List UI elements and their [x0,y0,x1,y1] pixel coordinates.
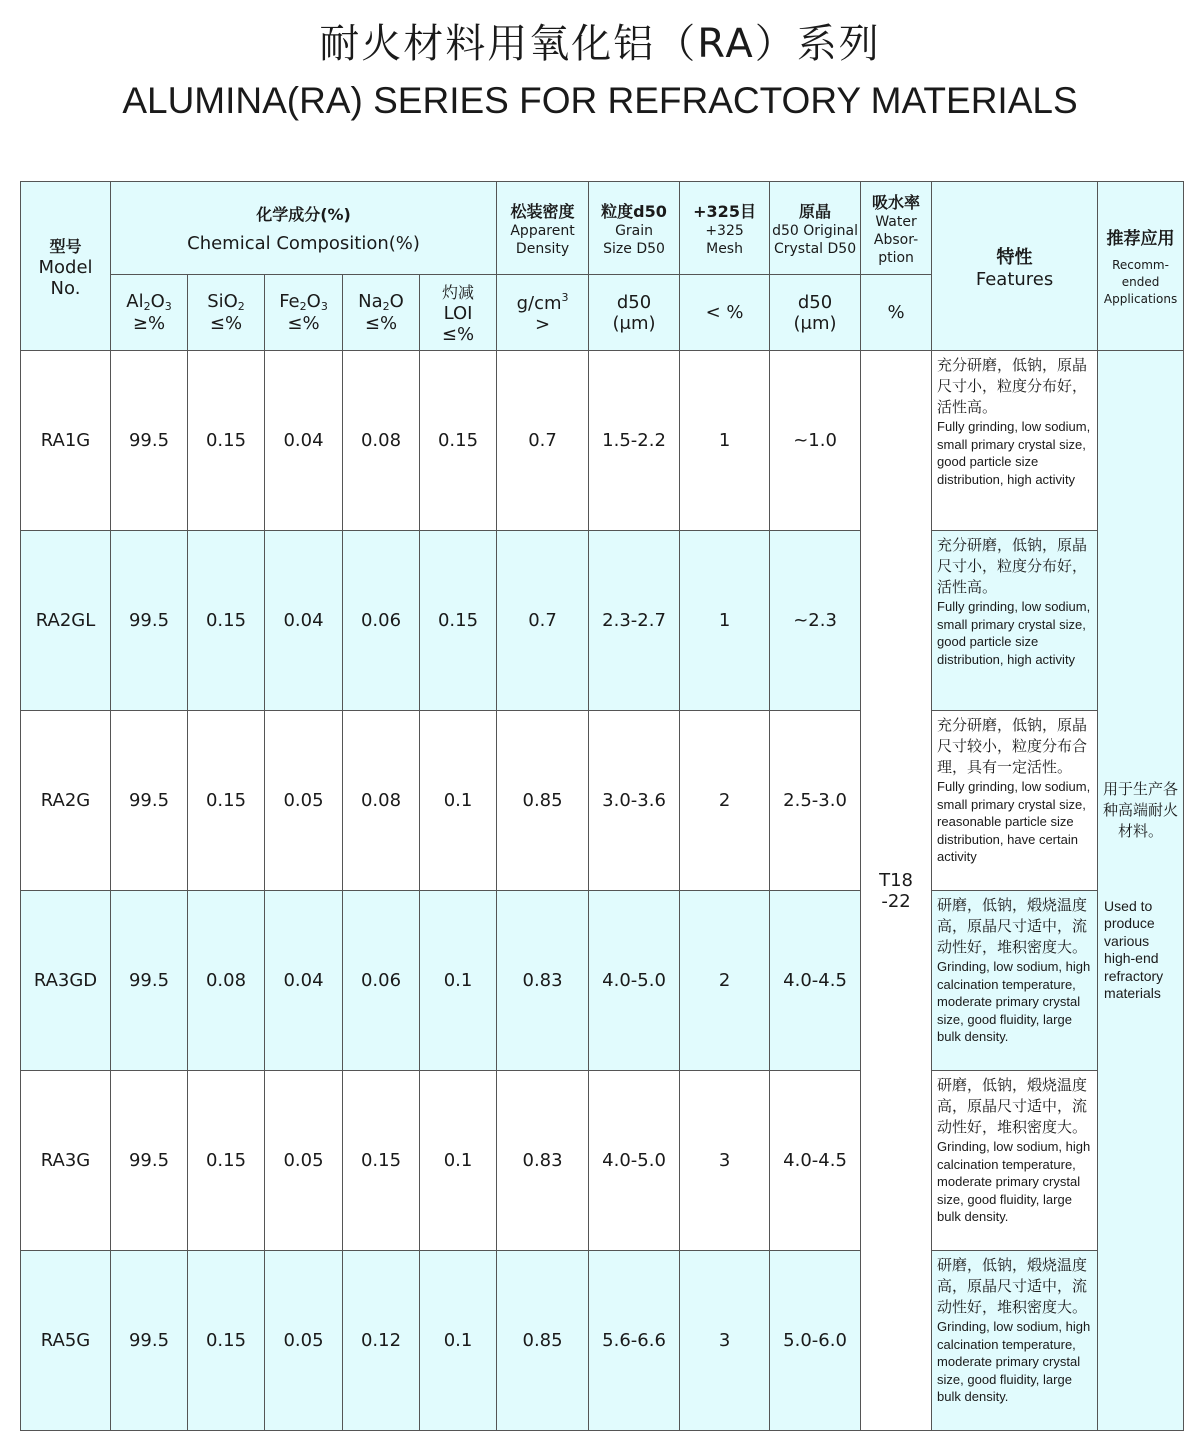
unit-sio2: SiO$_2$ ≤% [188,275,265,351]
header-model-cn: 型号 [49,236,82,256]
header-chemical-composition [111,182,497,275]
header-grain-en1: Grain [615,222,654,239]
cell-density: 0.85 [497,1251,589,1431]
cell-sio2: 0.15 [188,531,265,711]
unit-al2o3: $Al_2O_3$ ≥% [111,275,188,351]
cell-mesh: 1 [680,531,770,711]
unit-mesh: < % [680,275,770,351]
unit-fe2o3: $Fe_2O_3$ ≤% [265,275,343,351]
cell-grain: 3.0-3.6 [589,711,680,891]
header-mesh-cn: +325目 [693,201,756,221]
cell-sio2: 0.15 [188,351,265,531]
cell-grain: 4.0-5.0 [589,1071,680,1251]
cell-density: 0.85 [497,711,589,891]
header-applications [1098,182,1184,351]
cell-loi: 0.15 [420,351,497,531]
header-grain-size [589,182,680,275]
cell-model: RA1G [21,351,111,531]
header-water-en3: ption [878,249,914,266]
header-model [21,182,111,351]
cell-model: RA5G [21,1251,111,1431]
header-water-en2: Absor- [873,231,919,248]
header-crystal-en2: Crystal D50 [773,240,857,257]
table-row [21,531,1184,711]
cell-mesh: 3 [680,1071,770,1251]
cell-features: 研磨，低钠，煅烧温度高，原晶尺寸适中，流动性好，堆积密度大。 Grinding, low sodium, high calcination temperature, moderate primary crystal size, good fluidity, large bulk density. [932,1251,1098,1431]
cell-na2o: 0.06 [343,891,420,1071]
page-title-english: ALUMINA(RA) SERIES FOR REFRACTORY MATERIALS [122,80,1078,121]
header-mesh-en1: +325 [705,222,744,239]
header-mesh-en2: Mesh [706,240,743,257]
header-mesh [680,182,770,275]
cell-al2o3: 99.5 [111,1251,188,1431]
header-density [497,182,589,275]
cell-fe2o3: 0.04 [265,351,343,531]
header-apps-en1: Recomm- [1112,258,1169,272]
cell-fe2o3: 0.05 [265,711,343,891]
header-density-cn: 松装密度 [510,201,575,221]
cell-mesh: 2 [680,711,770,891]
cell-crystal: ~2.3 [770,531,861,711]
cell-density: 0.7 [497,531,589,711]
header-features-cn: 特性 [996,246,1033,268]
unit-grain: d50 (μm) [589,275,680,351]
cell-water-absorption [861,351,932,1431]
unit-water: % [861,275,932,351]
cell-loi: 0.1 [420,711,497,891]
cell-na2o: 0.06 [343,531,420,711]
cell-crystal: 5.0-6.0 [770,1251,861,1431]
cell-mesh: 3 [680,1251,770,1431]
cell-features: 充分研磨，低钠，原晶尺寸小，粒度分布好，活性高。 Fully grinding, low sodium, small primary crystal size, good particle size distribution, high activity [932,351,1098,531]
cell-fe2o3: 0.04 [265,891,343,1071]
cell-al2o3: 99.5 [111,1071,188,1251]
cell-crystal: ~1.0 [770,351,861,531]
cell-al2o3: 99.5 [111,351,188,531]
table-row [21,351,1184,531]
header-crystal-cn: 原晶 [799,201,832,221]
cell-model: RA2GL [21,531,111,711]
cell-fe2o3: 0.05 [265,1251,343,1431]
unit-density: $g/cm^3$ > [497,275,589,351]
cell-sio2: 0.15 [188,1071,265,1251]
header-grain-en2: Size D50 [603,240,665,257]
unit-na2o: $Na_2O$ ≤% [343,275,420,351]
cell-density: 0.83 [497,891,589,1071]
header-water-cn: 吸水率 [872,192,921,212]
cell-applications [1098,351,1184,1431]
cell-mesh: 2 [680,891,770,1071]
header-apps-cn: 推荐应用 [1106,229,1175,249]
cell-grain: 5.6-6.6 [589,1251,680,1431]
table-row [21,711,1184,891]
header-crystal [770,182,861,275]
cell-features: 充分研磨，低钠，原晶尺寸小，粒度分布好，活性高。 Fully grinding, low sodium, small primary crystal size, good particle size distribution, high activity [932,531,1098,711]
cell-na2o: 0.08 [343,351,420,531]
cell-features: 研磨，低钠，煅烧温度高，原晶尺寸适中，流动性好，堆积密度大。 Grinding, low sodium, high calcination temperature, moderate primary crystal size, good fluidity, large bulk density. [932,1071,1098,1251]
cell-grain: 2.3-2.7 [589,531,680,711]
cell-features: 研磨，低钠，煅烧温度高，原晶尺寸适中，流动性好，堆积密度大。 Grinding, low sodium, high calcination temperature, moderate primary crystal size, good fluidity, large bulk density. [932,891,1098,1071]
cell-crystal: 4.0-4.5 [770,1071,861,1251]
cell-sio2: 0.15 [188,1251,265,1431]
header-model-en1: Model [38,256,93,278]
header-grain-cn: 粒度d50 [601,201,667,221]
applications-en: Used to produce various high-end refractory materials [1104,897,1164,1001]
water-value-line2: -22 [881,890,911,912]
cell-density: 0.7 [497,351,589,531]
unit-loi: 灼减 LOI ≤% [420,275,497,351]
cell-grain: 4.0-5.0 [589,891,680,1071]
cell-model: RA2G [21,711,111,891]
header-features-en: Features [975,268,1054,290]
cell-al2o3: 99.5 [111,891,188,1071]
cell-density: 0.83 [497,1071,589,1251]
cell-mesh: 1 [680,351,770,531]
cell-grain: 1.5-2.2 [589,351,680,531]
header-crystal-en1: d50 Original [772,222,859,239]
water-value-line1: T18 [879,869,913,891]
unit-crystal: d50 (μm) [770,275,861,351]
cell-fe2o3: 0.04 [265,531,343,711]
cell-fe2o3: 0.05 [265,1071,343,1251]
specification-table [20,181,1184,1431]
table-row [21,1251,1184,1431]
header-chem-en: Chemical Composition(%) [187,233,420,254]
cell-na2o: 0.12 [343,1251,420,1431]
cell-sio2: 0.08 [188,891,265,1071]
header-chem-cn: 化学成分(%) [256,205,351,224]
header-apps-en3: Applications [1103,292,1178,306]
header-model-en2: No. [50,277,81,299]
cell-sio2: 0.15 [188,711,265,891]
header-density-en2: Density [515,240,570,257]
cell-na2o: 0.15 [343,1071,420,1251]
cell-model: RA3G [21,1071,111,1251]
header-water-absorption [861,182,932,275]
header-apps-en2: ended [1121,275,1160,289]
cell-al2o3: 99.5 [111,711,188,891]
cell-model: RA3GD [21,891,111,1071]
table-row [21,891,1184,1071]
cell-na2o: 0.08 [343,711,420,891]
cell-loi: 0.1 [420,891,497,1071]
cell-features: 充分研磨，低钠，原晶尺寸较小，粒度分布合理，具有一定活性。 Fully grinding, low sodium, small primary crystal size, reasonable particle size distribution, have certain activity [932,711,1098,891]
table-row [21,1071,1184,1251]
applications-cn: 用于生产各种高端耐火材料。 [1103,779,1179,840]
cell-loi: 0.1 [420,1251,497,1431]
cell-loi: 0.15 [420,531,497,711]
cell-al2o3: 99.5 [111,531,188,711]
header-water-en1: Water [875,213,917,230]
cell-crystal: 4.0-4.5 [770,891,861,1071]
cell-loi: 0.1 [420,1071,497,1251]
header-features [932,182,1098,351]
cell-crystal: 2.5-3.0 [770,711,861,891]
header-density-en1: Apparent [510,222,575,239]
page-title-chinese: 耐火材料用氧化铝（RA）系列 [319,21,881,67]
